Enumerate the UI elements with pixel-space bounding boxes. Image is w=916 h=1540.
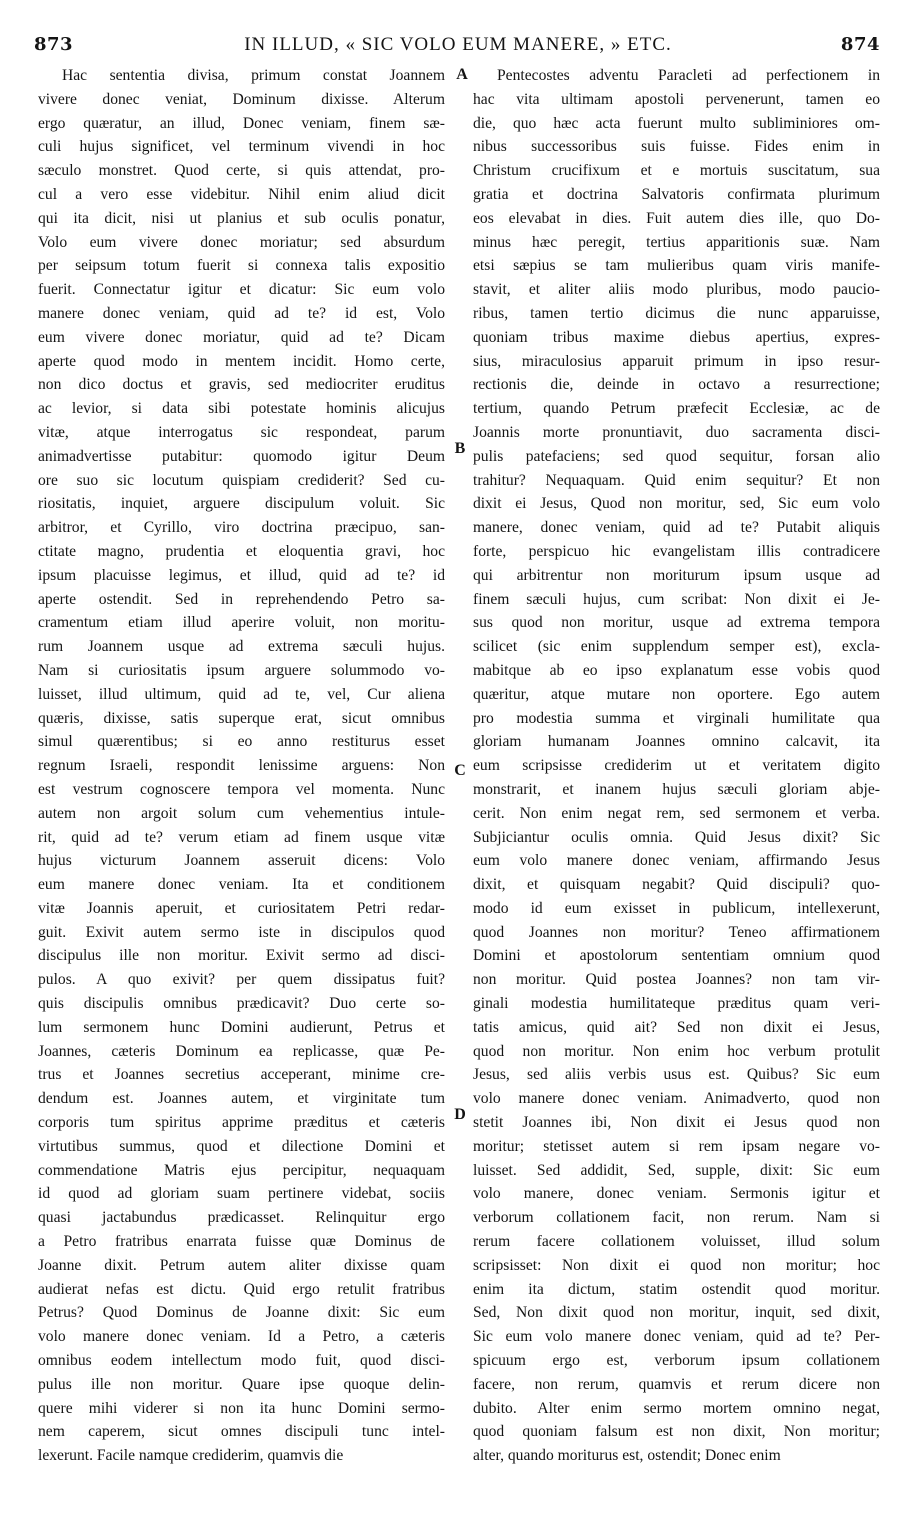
text-line: tertium, quando Petrum præfecit Ecclesiæ, ac de xyxy=(473,400,880,418)
text-line: non dico doctus et gravis, sed mediocriter eruditus xyxy=(38,376,445,394)
right-column xyxy=(473,64,880,1468)
text-line: Petrus? Quod Dominus de Joanne dixit: Sic eum xyxy=(38,1304,445,1322)
text-line: ginali modestia humilitateque præditus quam veri- xyxy=(473,995,880,1013)
text-line: Volo eum vivere donec moriatur; sed absurdum xyxy=(38,233,445,251)
text-line: quod non moritur. Non enim hoc verbum protulit xyxy=(473,1042,880,1060)
text-line: luisset. Sed addidit, Sed, supple, dixit: Sic eum xyxy=(473,1161,880,1179)
text-line: riositatis, inquiet, arguere discipulum voluit. Sic xyxy=(38,495,445,513)
text-line: ribus, tamen tertio dicimus die nunc apparuisse, xyxy=(473,304,880,322)
text-line: trahitur? Nequaquam. Quid enim sequitur? Et non xyxy=(473,471,880,489)
text-line: dubito. Alter enim sermo mortem omnino negat, xyxy=(473,1399,880,1417)
text-line: Joanne dixit. Petrum autem aliter dixisse quam xyxy=(38,1256,445,1274)
text-line: Joannis morte pronuntiavit, duo sacramenta disci- xyxy=(473,423,880,441)
text-line: moritur; stetisset autem si rem ipsam negare vo- xyxy=(473,1137,880,1155)
text-line: lexerunt. Facile namque crediderim, quamvis die xyxy=(38,1447,344,1465)
text-line: guit. Exivit autem sermo iste in discipulos quod xyxy=(38,923,445,941)
text-line: rit, quid ad te? verum etiam ad finem usque vitæ xyxy=(38,828,445,846)
text-line: die, quo hæc acta fuerunt multo subliminiores om- xyxy=(473,114,880,132)
text-line: vitæ Joannis aperuit, et curiositatem Petri redar- xyxy=(38,899,445,917)
text-line: qui arbitrentur non moriturum ipsum usque ad xyxy=(473,566,880,584)
text-line: scilicet (sic enim supplendum semper est), excla- xyxy=(473,638,880,656)
text-line: Nam si curiositatis ipsum arguere solummodo vo- xyxy=(38,661,445,679)
text-line: sius, miraculosius apparuit primum in ipso resur- xyxy=(473,352,880,370)
text-line: stavit, et aliter aliis modo pluribus, modo paucio- xyxy=(473,281,880,299)
text-line: per seipsum totum fuerit si connexa talis expositio xyxy=(38,257,445,275)
text-line: quis discipulis omnibus prædicavit? Duo certe so- xyxy=(38,995,445,1013)
text-line: quasi jactabundus prædicasset. Relinquitur ergo xyxy=(38,1209,445,1227)
text-line: qui ita dicit, nisi ut planius et sub oculis ponatur, xyxy=(38,209,445,227)
text-line: enim ita dictum, statim ostendit quod moritur. xyxy=(473,1280,880,1298)
text-line: Sic eum volo manere donec veniam, quid ad te? Per- xyxy=(473,1328,880,1346)
text-line: pulos. A quo exivit? per quem dissipatus fuit? xyxy=(38,971,445,989)
page-number-right: 874 xyxy=(840,34,880,55)
text-line: ctitate magno, prudentia et eloquentia gravi, hoc xyxy=(38,542,445,560)
text-line: eum volo manere donec veniam, affirmando Jesus xyxy=(473,852,880,870)
text-line: eum vivere donec moriatur, quid ad te? Dicam xyxy=(38,328,445,346)
text-line: sæculo monstret. Quod certe, si quis attendat, pro- xyxy=(38,162,445,180)
text-line: nibus successoribus suis fuisse. Fides enim in xyxy=(473,138,880,156)
text-line: Pentecostes adventu Paracleti ad perfectionem in xyxy=(497,67,880,84)
text-line: eos elevabat in dies. Fuit autem dies ille, quo Do- xyxy=(473,209,880,227)
text-line: pro modestia summa et virginali humilitate qua xyxy=(473,709,880,727)
text-line: Sed, Non dixit quod non moritur, inquit, sed dixit, xyxy=(473,1304,880,1322)
text-line: cerit. Non enim negat rem, sed sermonem et verba. xyxy=(473,804,880,822)
text-line: cul a vero esse videbitur. Nihil enim aliud dicit xyxy=(38,185,445,203)
text-line: corporis tum spiritus apprime præditus et cæteris xyxy=(38,1114,445,1132)
text-line: ipsum placuisse legimus, et illud, quid ad te? id xyxy=(38,566,445,584)
text-line: vitæ, atque interrogatus sic respondeat, parum xyxy=(38,423,445,441)
text-line: mabitque ab eo ipso explanatum esse vobis quod xyxy=(473,661,880,679)
text-line: cramentum etiam illud aperire voluit, non moritu- xyxy=(38,614,445,632)
section-marker-b: B xyxy=(454,440,466,457)
text-line: eum scripsisse crediderim ut et veritatem digito xyxy=(473,757,880,775)
text-line: sus quod non moritur, usque ad extrema tempora xyxy=(473,614,880,632)
text-line: volo manere, donec veniam. Sermonis igitur et xyxy=(473,1185,880,1203)
text-line: volo manere donec veniam. Id a Petro, a cæteris xyxy=(38,1328,445,1346)
text-line: quoniam tribus maxime diebus apertius, expres- xyxy=(473,328,880,346)
text-line: stetit Joannes ibi, Non dixit ei Jesus quod non xyxy=(473,1114,880,1132)
text-line: rum Joannem usque ad extrema sæculi hujus. xyxy=(38,638,445,656)
text-line: vivere donec veniat, Dominum dixisse. Alterum xyxy=(38,90,445,108)
text-line: a Petro fratribus enarrata fuisse quæ Dominus de xyxy=(38,1233,445,1251)
text-line: verborum collationem facit, non rerum. Nam si xyxy=(473,1209,880,1227)
left-column xyxy=(38,64,445,1468)
text-line: gloriam humanam Joannes omnino calcavit, ita xyxy=(473,733,880,751)
text-line: id quod ad gloriam suam pertinere videbat, sociis xyxy=(38,1185,445,1203)
text-line: Subjiciantur oculis omnia. Quid Jesus dixit? Sic xyxy=(473,828,880,846)
text-line: hujus victurum Joannem asseruit dicens: Volo xyxy=(38,852,445,870)
text-line: manere, donec veniam, quid ad te? Putabit aliquis xyxy=(473,519,880,537)
text-line: culi hujus significet, vel terminum vivendi in hoc xyxy=(38,138,445,156)
text-line: rectionis die, deinde in octavo a resurrectione; xyxy=(473,376,880,394)
text-line: virtutibus summus, quod et dilectione Domini et xyxy=(38,1137,445,1155)
text-line: gratia et doctrina Salvatoris confirmata plurimum xyxy=(473,185,880,203)
page-header xyxy=(0,34,916,62)
text-line: dixit, et quisquam negabit? Quid discipuli? quo- xyxy=(473,876,880,894)
text-line: manere donec veniam, quid ad te? id est, Volo xyxy=(38,304,445,322)
running-title: IN ILLUD, « SIC VOLO EUM MANERE, » ETC. xyxy=(244,34,672,55)
text-line: aperte ostendit. Sed in reprehendendo Petro sa- xyxy=(38,590,445,608)
text-line: non moritur. Quid postea Joannes? non tam vir- xyxy=(473,971,880,989)
text-line: facere, non rerum, quamvis et rerum dicere non xyxy=(473,1375,880,1393)
section-marker-a: A xyxy=(456,66,468,83)
text-line: ore suo sic locutum quispiam crediderit? Sed cu- xyxy=(38,471,445,489)
section-marker-c: C xyxy=(454,762,466,779)
text-line: quæris, dixisse, satis superque erat, sicut omnibus xyxy=(38,709,445,727)
text-line: Joannes, cæteris Dominum ea replicasse, quæ Pe- xyxy=(38,1042,445,1060)
page-number-left: 873 xyxy=(34,34,74,55)
section-marker-d: D xyxy=(454,1106,466,1123)
text-line: pulis patefaciens; sed quod sequitur, forsan alio xyxy=(473,447,880,465)
text-line: aperte quod modo in mentem incidit. Homo certe, xyxy=(38,352,445,370)
text-line: fuerit. Connectatur igitur et dicatur: Sic eum volo xyxy=(38,281,445,299)
text-line: tatis amicus, quid ait? Sed non dixit ei Jesus, xyxy=(473,1018,880,1036)
text-line: quod quoniam falsum est non dixit, Non moritur; xyxy=(473,1423,880,1441)
text-line: trus et Joannes secretius acceperant, minime cre- xyxy=(38,1066,445,1084)
text-line: discipulus ille non moritur. Exivit sermo ad disci- xyxy=(38,947,445,965)
text-line: pulus ille non moritur. Quare ipse quoque delin- xyxy=(38,1375,445,1393)
text-line: lum sermonem hunc Domini audierunt, Petrus et xyxy=(38,1018,445,1036)
text-line: modo id eum exisset in publicum, intellexerunt, xyxy=(473,899,880,917)
text-line: quere mihi viderer si non ita hunc Domini sermo- xyxy=(38,1399,445,1417)
text-line: finem sæculi hujus, cum scribat: Non dixit ei Je- xyxy=(473,590,880,608)
text-line: Hac sententia divisa, primum constat Joannem xyxy=(62,67,445,84)
text-line: Christum crucifixum et e mortuis suscitatum, sua xyxy=(473,162,880,180)
text-line: commendatione Matris ejus percipitur, nequaquam xyxy=(38,1161,445,1179)
text-line: audierat nefas est dictu. Quid ergo retulit fratribus xyxy=(38,1280,445,1298)
text-line: omnibus eodem intellectum modo fuit, quod disci- xyxy=(38,1352,445,1370)
text-line: forte, perspicuo hic evangelistam illis contradicere xyxy=(473,542,880,560)
text-line: dixit ei Jesus, Quod non moritur, sed, Sic eum volo xyxy=(473,495,880,513)
text-line: ergo quæratur, an illud, Donec veniam, finem sæ- xyxy=(38,114,445,132)
text-line: regnum Israeli, respondit lenissime arguens: Non xyxy=(38,757,445,775)
text-line: etsi sæpius se tam mulieribus quam viris manife- xyxy=(473,257,880,275)
text-line: minus hæc peregit, tertius apparitionis suæ. Nam xyxy=(473,233,880,251)
text-line: hac vita ultimam apostoli pervenerunt, tamen eo xyxy=(473,90,880,108)
text-line: volo manere donec veniam. Animadverto, quod non xyxy=(473,1090,880,1108)
text-line: scripsisset: Non dixit ei quod non moritur; hoc xyxy=(473,1256,880,1274)
text-line: autem non argoit solum cum vehementius intule- xyxy=(38,804,445,822)
text-line: Jesus, sed aliis verbis usus est. Quibus? Sic eum xyxy=(473,1066,880,1084)
text-line: ac levior, si data sibi potestate hominis alicujus xyxy=(38,400,445,418)
text-line: quod Joannes non moritur? Teneo affirmationem xyxy=(473,923,880,941)
text-line: est vestrum cognoscere tempora vel momenta. Nunc xyxy=(38,780,445,798)
text-line: simul quærentibus; si eo anno restiturus esset xyxy=(38,733,445,751)
text-line: dendum est. Joannes autem, et virginitate tum xyxy=(38,1090,445,1108)
text-line: Domini et apostolorum sententiam omnium quod xyxy=(473,947,880,965)
text-line: nem caperem, sicut omnes discipuli tunc intel- xyxy=(38,1423,445,1441)
text-line: animadvertisse putabitur: quomodo igitur Deum xyxy=(38,447,445,465)
text-line: eum manere donec veniam. Ita et conditionem xyxy=(38,876,445,894)
text-line: quæritur, atque mutare non oportere. Ego autem xyxy=(473,685,880,703)
text-line: monstrarit, et inanem hujus sæculi gloriam abje- xyxy=(473,780,880,798)
text-line: alter, quando moriturus est, ostendit; Donec enim xyxy=(473,1447,781,1465)
text-line: rerum facere collationem voluisset, illud solum xyxy=(473,1233,880,1251)
text-line: spicuum ergo est, verborum ipsum collationem xyxy=(473,1352,880,1370)
text-line: luisset, illud ultimum, quid ad te, vel, Cur aliena xyxy=(38,685,445,703)
text-line: arbitror, et Cyrillo, viro doctrina præcipuo, san- xyxy=(38,519,445,537)
